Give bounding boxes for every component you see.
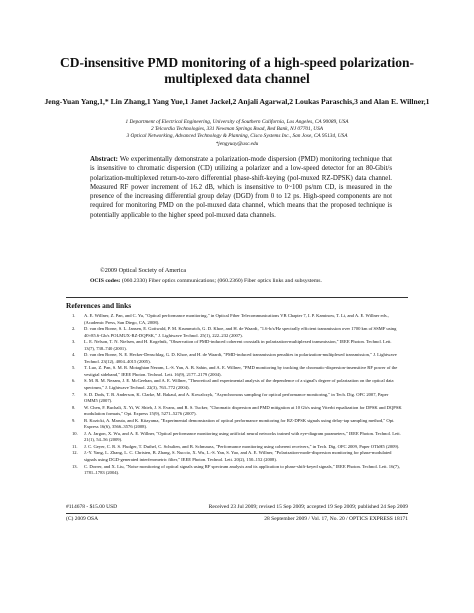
author-list: Jeng-Yuan Yang,1,* Lin Zhang,1 Yang Yue,1 Janet Jackel,2 Anjali Agarwal,2 Loukas Paraschis,3 and Alan E. Willner,1 — [44, 97, 430, 106]
reference-item — [72, 378, 402, 391]
ocis-label: OCIS codes: — [90, 278, 121, 284]
reference-text: D. van den Borne, N. E. Hecker-Denschlag, G. D. Khoe, and H. de Waardt, "PMD-induced transmission penalties in polarization-multiplexed transmission," J. Lightwave Technol. 23(12), 4004–4015 (2005). — [84, 352, 397, 364]
reference-number: 11. — [72, 443, 78, 449]
reference-text: C. Dorrer, and X. Liu, "Noise monitoring of optical signals using RF spectrum analysis and its application to phase-shift-keyed signals," IEEE Photon. Technol. Lett. 16(7), 1781–1783 (2004). — [84, 463, 400, 476]
reference-number: 5. — [72, 365, 76, 371]
reference-item — [72, 464, 402, 477]
reference-item — [72, 352, 402, 365]
reference-number: 2. — [72, 326, 76, 332]
affiliation-3: 3 Optical Networking, Advanced Technology & Planning, Cisco Systems Inc., San Jose, CA 95134, USA — [126, 133, 348, 140]
reference-number: 9. — [72, 417, 76, 423]
reference-text: S. D. Dods, T. B. Anderson, K. Clarke, M. Bakaul, and A. Kowalczyk, "Asynchronous sampling for optical performance monitoring," in Tech. Dig. OFC 2007, Paper OMM5 (2007). — [84, 391, 389, 404]
paper-title: CD-insensitive PMD monitoring of a high-speed polarization-multiplexed data channel — [60, 55, 414, 86]
reference-item — [72, 326, 402, 339]
abstract-text: We experimentally demonstrate a polarization-mode dispersion (PMD) monitoring technique that is insensitive to chromatic dispersion (CD) utilizing a polarizer and a low-speed detector for an 80-Gbit/s polarization-multiplexed return-to-zero differential phase-shift-keying (pol-muxed RZ-DPSK) data channel. Measured RF power increment of 16.2 dB, which is insensitive to 0~100 ps/nm CD, is measured in the presence of the increasing differential group delay (DGD) from 0 to 12 ps. High-speed components are not required for monitoring PMD on the pol-muxed data channel, which means that the proposed technique is potentially applicable to the higher speed pol-muxed data channels. — [90, 156, 392, 219]
reference-item — [72, 405, 402, 418]
reference-number: 7. — [72, 391, 76, 397]
ocis-text: (060.2330) Fiber optics communications; (060.2360) Fiber optics links and subsystems. — [121, 278, 322, 284]
reference-number: 1. — [72, 313, 76, 318]
abstract-label: Abstract: — [90, 156, 118, 163]
reference-text: J.-Y. Yang, L. Zhang, L. C. Christen, B. Zhang, S. Nuccio, X. Wu, L.-S. Yan, S. Yao, and A. E. Willner, "Polarization-mode-dispersion monitoring for phase-modulated signals using DGD-generated interferometric filter," IEEE Photon. Technol. Lett. 20(2), 150–152 (2008). — [84, 450, 392, 463]
reference-item — [72, 392, 402, 405]
section-divider — [66, 297, 408, 298]
references-heading: References and links — [66, 301, 132, 310]
reference-text: J. A. Jargon, X. Wu, and A. E. Willner, "Optical performance monitoring using artificial neural networks trained with eye-diagram parameters," IEEE Photon. Technol. Lett. 21(1), 54–56 (2009). — [84, 430, 401, 443]
reference-item — [72, 313, 402, 326]
reference-number: 12. — [72, 450, 78, 456]
reference-item — [72, 450, 402, 463]
corresponding-email[interactable]: *jengyuay@usc.edu — [215, 140, 259, 147]
copyright-notice: ©2009 Optical Society of America — [100, 267, 187, 274]
reference-number: 13. — [72, 463, 78, 469]
affiliation-2: 2 Telcordia Technologies, 331 Newman Springs Road, Red Bank, NJ 07701, USA — [151, 126, 323, 133]
reference-item — [72, 418, 402, 431]
reference-text: J. C. Geyer, C. R. S. Fludger, T. Duthel, C. Schulien, and B. Schmauss, "Performance monitoring using coherent receivers," in Tech. Dig. OFC 2009, Paper OThH5 (2009). — [84, 443, 400, 449]
publication-history: Received 23 Jul 2009; revised 15 Sep 2009; accepted 19 Sep 2009; published 24 Sep 2009 — [208, 504, 408, 510]
article-price: #114678 - $15.00 USD — [66, 504, 118, 510]
affiliations — [55, 119, 419, 148]
footer-copyright: (C) 2009 OSA — [66, 516, 99, 522]
reference-number: 8. — [72, 404, 76, 410]
footer-divider — [66, 513, 408, 514]
reference-number: 4. — [72, 352, 76, 358]
ocis-codes — [90, 278, 392, 285]
reference-item — [72, 431, 402, 444]
reference-text: W. Chen, F. Buchali, X. Yi, W. Shieh, J. S. Evans, and R. S. Tucker, "Chromatic dispersion and PMD mitigation at 10 Gb/s using Viterbi equalization for DPSK and DQPSK modulation formats," Opt. Express 15(9), 5271–5276 (2007). — [84, 404, 402, 417]
reference-text: T. Luo, Z. Pan, S. M. R. Motaghian Nezam, L.-S. Yan, A. B. Sahin, and A. E. Willner, "PMD monitoring by tracking the chromatic-dispersion-insensitive RF power of the vestigial sideband," IEEE Photon. Technol. Lett. 16(9), 2177–2179 (2004). — [84, 365, 398, 377]
affiliation-1: 1 Department of Electrical Engineering, University of Southern California, Los Angeles, CA 90089, USA — [125, 119, 349, 125]
reference-text: D. van den Borne, S. L. Jansen, E. Gottwald, P. M. Krummrich, G. D. Khoe, and H. de Waardt, "1.6-b/s/Hz spectrally efficient transmission over 1700 km of SSMF using 40×85.6-Gb/s POLMUX-RZ-DQPSK," J. Lightwave Technol. 25(1), 222–232 (2007). — [84, 326, 397, 338]
reference-number: 6. — [72, 378, 76, 384]
journal-citation: 28 September 2009 / Vol. 17, No. 20 / OPTICS EXPRESS 18171 — [264, 516, 408, 522]
reference-list — [72, 313, 402, 477]
reference-item — [72, 365, 402, 378]
reference-text: L. E. Nelson, T. N. Nielsen, and H. Kogelnik, "Observation of PMD-induced coherent crosstalk in polarization-multiplexed transmission," IEEE Photon. Technol. Lett. 13(7), 738–740 (2001). — [84, 339, 392, 351]
reference-text: A. E. Willner, Z. Pan, and C. Yu, "Optical performance monitoring," in Optical Fiber Telecommunications VB Chapter 7, I. P. Kaminow, T. Li, and A. E. Willner eds., (Academic Press, San Diego, CA, 2008). — [84, 313, 389, 325]
reference-item — [72, 339, 402, 352]
abstract — [90, 155, 392, 220]
reference-text: S. M. R. M. Nezam, J. E. McGeehan, and A. E. Willner, "Theoretical and experimental analysis of the dependence of a signal's degree of polarization on the optical data spectrum," J. Lightwave Technol. 22(3), 763–772 (2004). — [84, 378, 394, 391]
reference-number: 10. — [72, 430, 78, 436]
reference-text: B. Kozicki, A. Maruta, and K. Kitayama, "Experimental demonstration of optical performance monitoring for RZ-DPSK signals using delay-tap sampling method," Opt. Express 16(6), 3566–3576 (2008). — [84, 417, 395, 430]
reference-number: 3. — [72, 339, 76, 345]
